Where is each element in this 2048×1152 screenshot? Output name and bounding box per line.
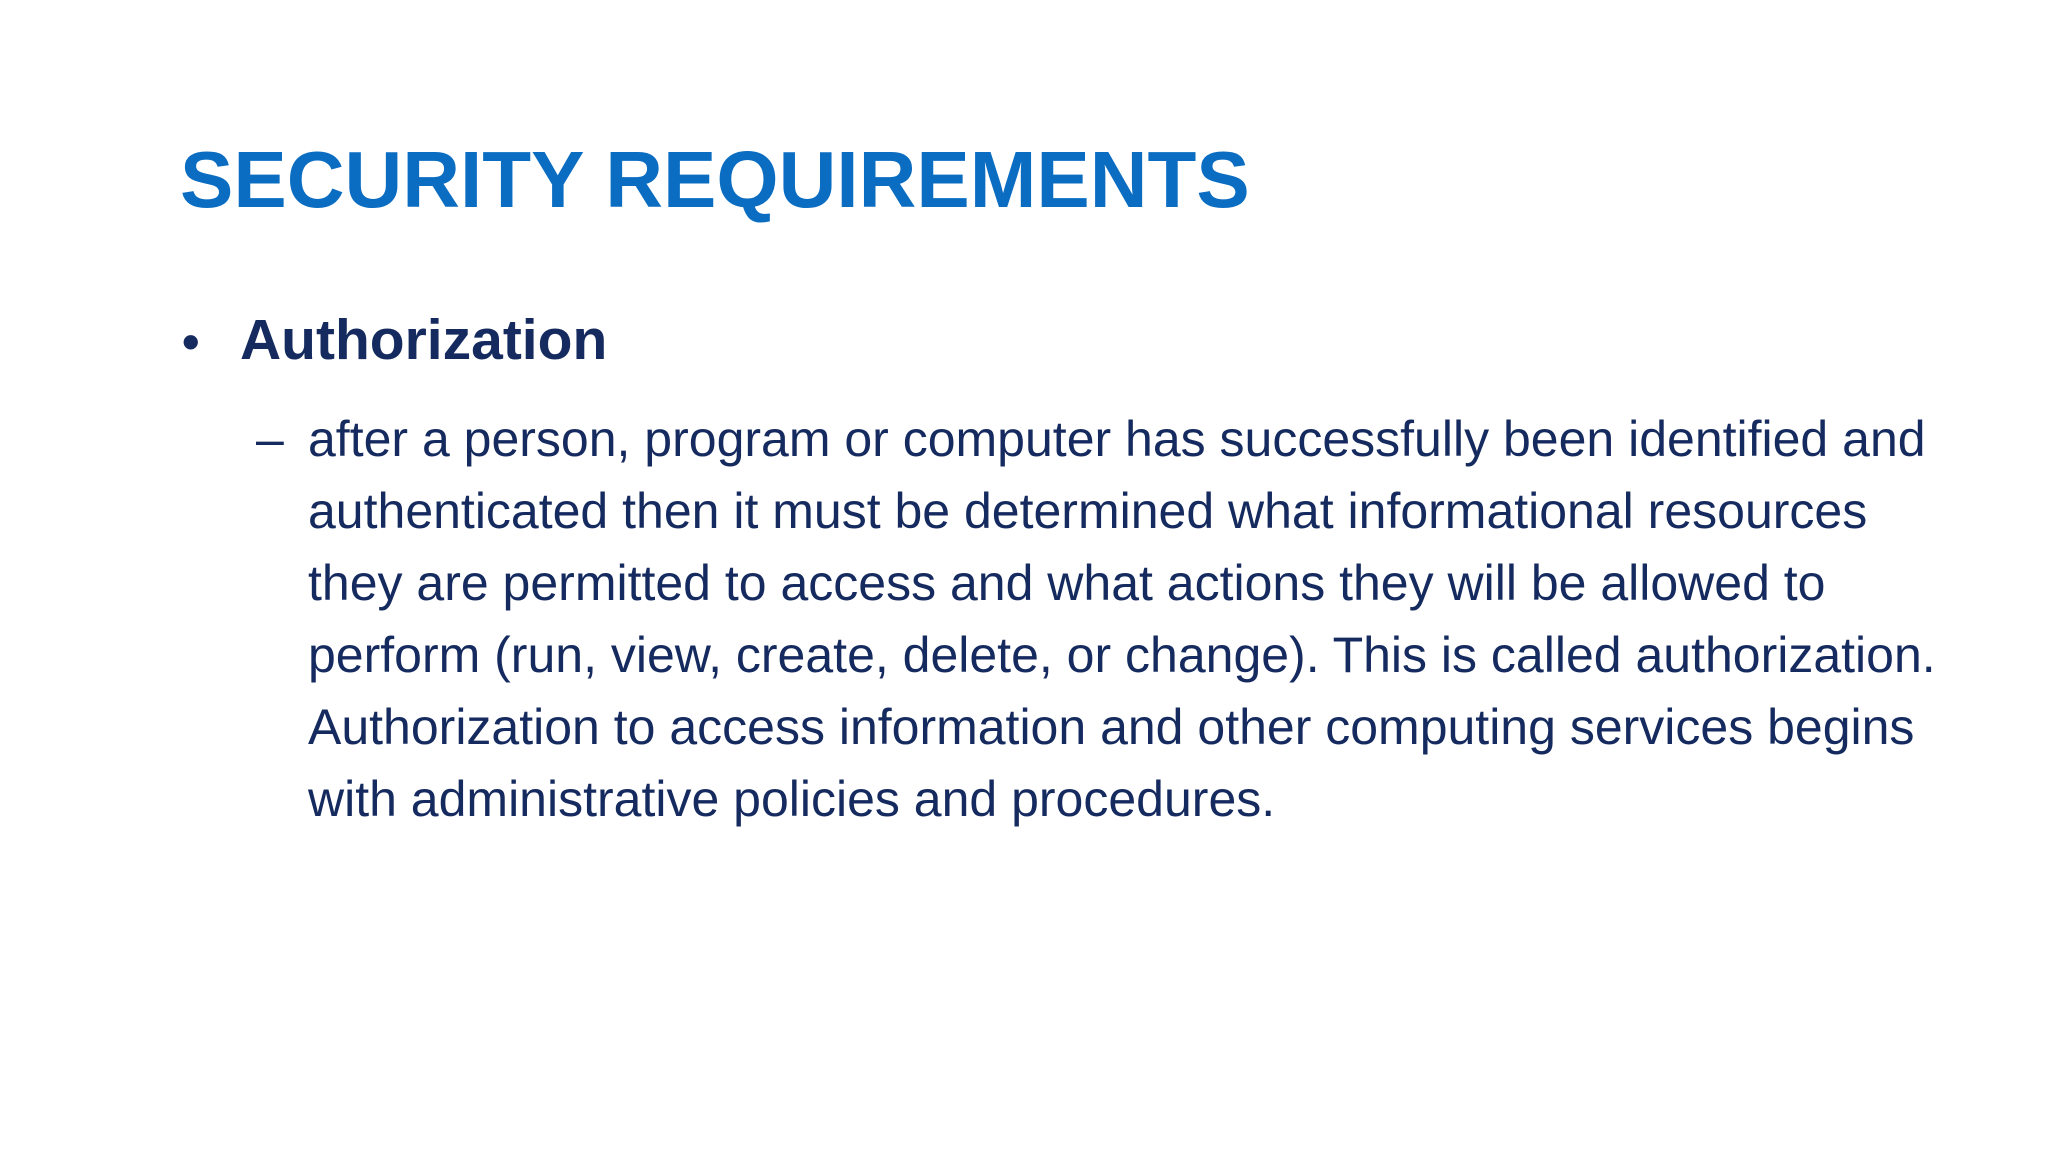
- bullet-marker: •: [182, 314, 200, 370]
- slide-title: SECURITY REQUIREMENTS: [180, 135, 1250, 224]
- sub-bullet-marker: –: [256, 411, 284, 467]
- sub-bullet-item: [256, 403, 1948, 835]
- sub-bullet-text: after a person, program or computer has successfully been identified and authenticated then it must be determined what informational resources they are permitted to access and what actions they will be allowed to perform (run, view, create, delete, or change). This is called authorization. Authorization to access information and other computing services begins with administrative policies and procedures.: [308, 411, 1936, 827]
- bullet-item-authorization: [182, 306, 607, 374]
- bullet-heading: Authorization: [240, 308, 608, 372]
